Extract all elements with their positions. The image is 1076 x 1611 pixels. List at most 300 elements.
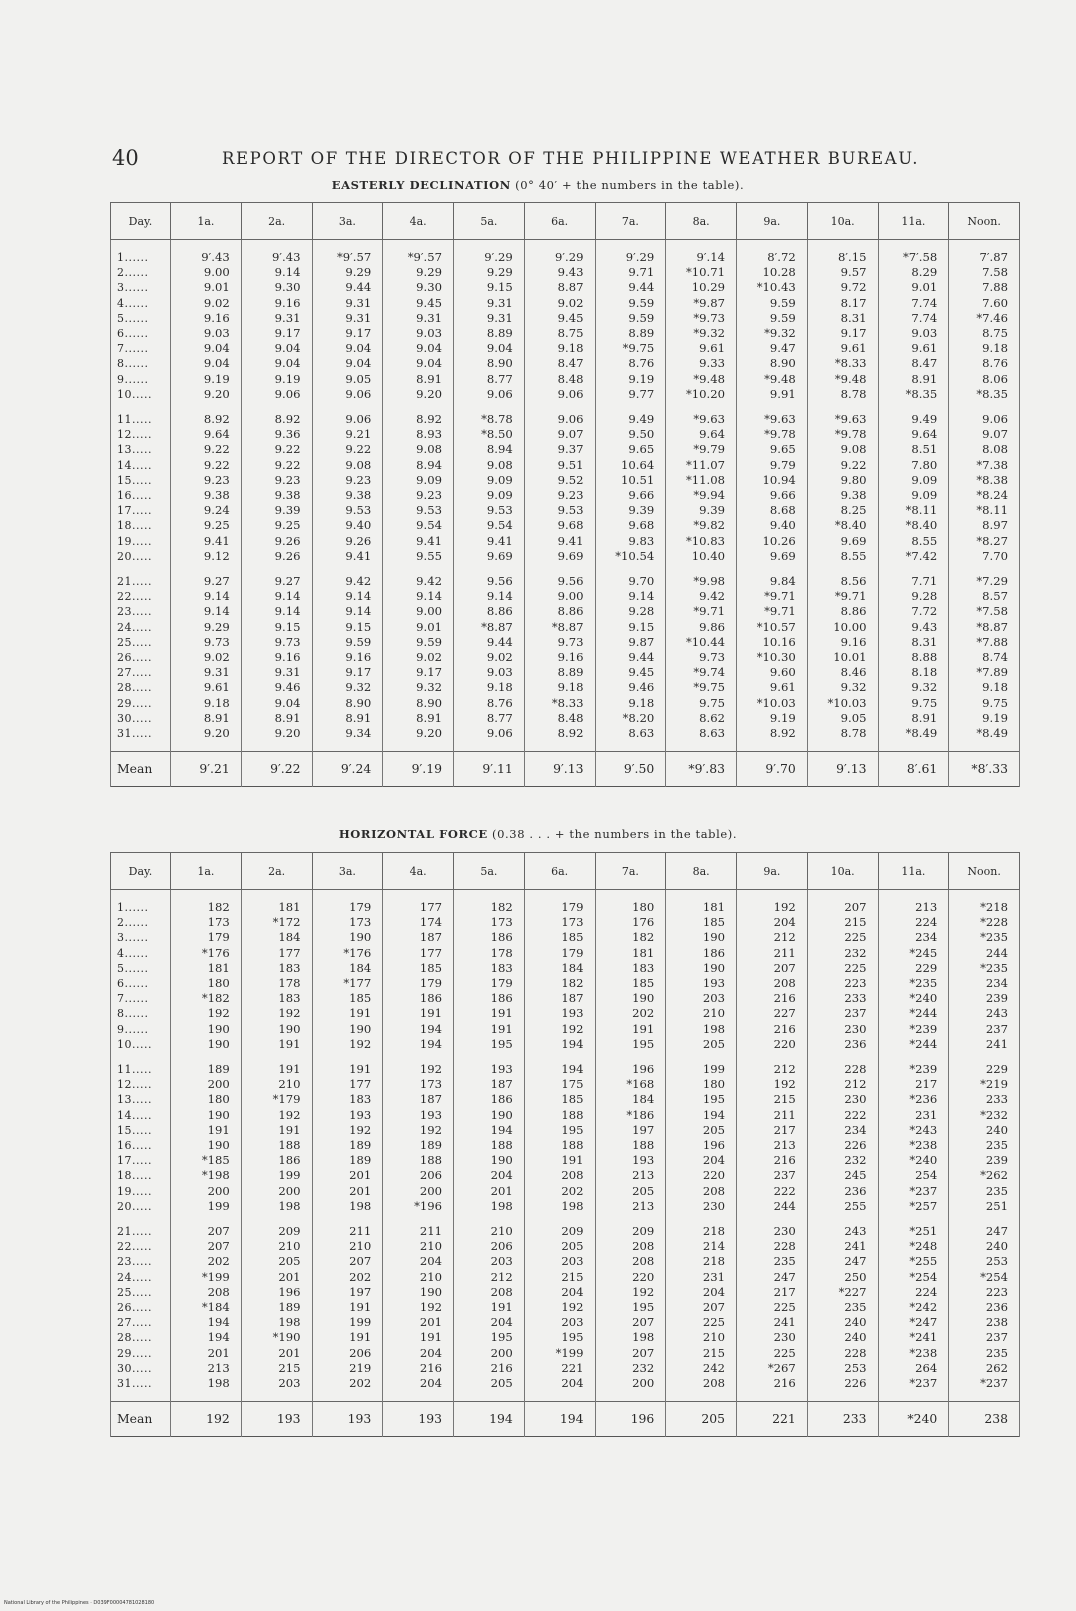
table-cell: 192 [737, 1077, 808, 1092]
table-cell: 9.16 [312, 650, 383, 665]
table-cell: 9.04 [312, 356, 383, 371]
table-row [111, 1376, 1020, 1402]
table-cell: 200 [454, 1346, 525, 1361]
table-cell: *9.63 [666, 402, 737, 427]
table-cell: *245 [878, 946, 949, 961]
table-cell: *9.48 [666, 372, 737, 387]
table-cell: 204 [454, 1315, 525, 1330]
table-cell: 9.22 [241, 442, 312, 457]
table-row [111, 265, 1020, 280]
table-cell: 9.15 [241, 620, 312, 635]
table-cell: *9.73 [666, 311, 737, 326]
table-cell: 8.78 [807, 726, 878, 752]
day-label: 25..... [111, 635, 171, 650]
table-cell: 9.46 [595, 680, 666, 695]
table-cell: 8.86 [807, 604, 878, 619]
table-cell: 9.14 [241, 604, 312, 619]
hour-column-header: 5a. [454, 203, 525, 240]
table-cell: *9.71 [737, 589, 808, 604]
table-cell: 243 [949, 1006, 1020, 1021]
table-cell: 9.64 [171, 427, 242, 442]
table-cell: 8.92 [241, 402, 312, 427]
table-cell: 185 [524, 1092, 595, 1107]
table-cell: *179 [241, 1092, 312, 1107]
table-cell: 8.94 [454, 442, 525, 457]
table-cell: 9.06 [312, 402, 383, 427]
table-cell: 193 [383, 1108, 454, 1123]
table-cell: 207 [666, 1300, 737, 1315]
day-label: 5...... [111, 961, 171, 976]
table-cell: 8.92 [524, 726, 595, 752]
table-cell: 9.18 [524, 341, 595, 356]
table-cell: 8.57 [949, 589, 1020, 604]
table-cell: 212 [737, 1052, 808, 1077]
table-cell: 189 [241, 1300, 312, 1315]
table-cell: *9.32 [737, 326, 808, 341]
table-cell: 237 [807, 1006, 878, 1021]
table-cell: *244 [878, 1037, 949, 1052]
table-cell: 173 [383, 1077, 454, 1092]
table-cell: 9.20 [241, 726, 312, 752]
table-cell: 190 [454, 1153, 525, 1168]
table-cell: 186 [383, 991, 454, 1006]
table-cell: 9.27 [171, 564, 242, 589]
table-cell: *8.78 [454, 402, 525, 427]
table-cell: *10.03 [737, 696, 808, 711]
table-cell: 241 [737, 1315, 808, 1330]
table-cell: 190 [171, 1037, 242, 1052]
day-label: 14..... [111, 458, 171, 473]
table-cell: 9′.14 [666, 240, 737, 266]
table-cell: 8.76 [595, 356, 666, 371]
table-cell: 173 [454, 915, 525, 930]
table-cell: 9.31 [171, 665, 242, 680]
table-cell: *182 [171, 991, 242, 1006]
table-cell: 204 [383, 1254, 454, 1269]
page-footer: National Library of the Philippines · D039F00004781028180 [4, 1600, 155, 1606]
table-cell: 9.36 [241, 427, 312, 442]
table-row [111, 503, 1020, 518]
hour-column-header: 2a. [241, 853, 312, 890]
table-cell: 9.53 [383, 503, 454, 518]
table-cell: 224 [878, 1285, 949, 1300]
table-cell: 203 [524, 1315, 595, 1330]
table-cell: *196 [383, 1199, 454, 1214]
table-cell: *7.89 [949, 665, 1020, 680]
table-cell: *185 [171, 1153, 242, 1168]
table-cell: *9.71 [737, 604, 808, 619]
table-cell: 8.48 [524, 372, 595, 387]
table-cell: 9.30 [241, 280, 312, 295]
table-row [111, 427, 1020, 442]
table-row [111, 1052, 1020, 1077]
day-label: 29..... [111, 696, 171, 711]
table-cell: 9.41 [312, 549, 383, 564]
day-label: 24..... [111, 1270, 171, 1285]
day-label: 23..... [111, 604, 171, 619]
table-cell: 9.50 [595, 427, 666, 442]
table-cell: 8.94 [383, 458, 454, 473]
table-row [111, 402, 1020, 427]
hour-column-header: 10a. [807, 853, 878, 890]
table-cell: 9.03 [454, 665, 525, 680]
table-cell: 9′.43 [171, 240, 242, 266]
table-cell: 8.91 [878, 711, 949, 726]
table-cell: 208 [524, 1168, 595, 1183]
table-cell: 203 [454, 1254, 525, 1269]
table-cell: 10.26 [737, 534, 808, 549]
table-cell: 191 [454, 1300, 525, 1315]
table-cell: 8.91 [383, 372, 454, 387]
table-cell: 195 [666, 1092, 737, 1107]
table-row [111, 549, 1020, 564]
table-cell: 9.17 [383, 665, 454, 680]
mean-label: Mean [111, 1402, 171, 1437]
table-cell: *8.35 [878, 387, 949, 402]
table-cell: 9.29 [312, 265, 383, 280]
table-cell: 186 [454, 991, 525, 1006]
table-cell: *9.32 [666, 326, 737, 341]
table-cell: 9.07 [524, 427, 595, 442]
table-cell: *239 [878, 1052, 949, 1077]
table-cell: 9.64 [666, 427, 737, 442]
table-cell: 203 [666, 991, 737, 1006]
mean-cell: 9′.21 [171, 752, 242, 787]
hour-column-header: 3a. [312, 203, 383, 240]
hour-column-header: 6a. [524, 853, 595, 890]
table-cell: 9.22 [312, 442, 383, 457]
table-cell: *8.87 [949, 620, 1020, 635]
table-cell: 9.08 [312, 458, 383, 473]
day-label: 8...... [111, 356, 171, 371]
table-cell: 191 [454, 1022, 525, 1037]
table-cell: 9.15 [312, 620, 383, 635]
mean-cell: 9′.24 [312, 752, 383, 787]
table-cell: 191 [383, 1006, 454, 1021]
table-cell: 9.37 [524, 442, 595, 457]
table-cell: 241 [949, 1037, 1020, 1052]
table-cell: 190 [241, 1022, 312, 1037]
table-cell: 9.69 [454, 549, 525, 564]
table-cell: 9.05 [807, 711, 878, 726]
hour-column-header: 1a. [171, 853, 242, 890]
table-cell: 9.31 [312, 311, 383, 326]
table-cell: 180 [171, 976, 242, 991]
table-cell: 8.47 [878, 356, 949, 371]
table-cell: 9.14 [454, 589, 525, 604]
table-cell: 9.56 [454, 564, 525, 589]
table-cell: *9.78 [807, 427, 878, 442]
table-cell: 184 [595, 1092, 666, 1107]
table-cell: 9.44 [454, 635, 525, 650]
table-cell: 179 [524, 946, 595, 961]
table-cell: 9.16 [241, 650, 312, 665]
table-cell: 9.15 [454, 280, 525, 295]
table-cell: 9.73 [171, 635, 242, 650]
table-cell: 205 [524, 1239, 595, 1254]
table-cell: 193 [454, 1052, 525, 1077]
table-cell: 9.32 [878, 680, 949, 695]
table-cell: 9.03 [383, 326, 454, 341]
table-cell: *257 [878, 1199, 949, 1214]
table-cell: 251 [949, 1199, 1020, 1214]
table-cell: 244 [737, 1199, 808, 1214]
table-cell: 215 [737, 1092, 808, 1107]
table-cell: 188 [595, 1138, 666, 1153]
table-cell: 186 [454, 1092, 525, 1107]
table-cell: 9.18 [454, 680, 525, 695]
table-cell: 9.54 [383, 518, 454, 533]
table-row [111, 1153, 1020, 1168]
table-cell: 219 [312, 1361, 383, 1376]
table-row [111, 946, 1020, 961]
table-cell: 213 [878, 890, 949, 916]
table-cell: 9.43 [524, 265, 595, 280]
table-cell: 195 [524, 1123, 595, 1138]
table-cell: 209 [241, 1214, 312, 1239]
table-cell: 202 [595, 1006, 666, 1021]
table-cell: 8.92 [737, 726, 808, 752]
table-cell: 205 [595, 1184, 666, 1199]
table-cell: 215 [807, 915, 878, 930]
table-cell: 9.00 [171, 265, 242, 280]
table-cell: 234 [949, 976, 1020, 991]
table-cell: 195 [595, 1037, 666, 1052]
declination-caption [0, 178, 1076, 192]
table-cell: 217 [737, 1285, 808, 1300]
table-cell: 9.75 [878, 696, 949, 711]
table-cell: 7′.87 [949, 240, 1020, 266]
table-cell: 9.26 [312, 534, 383, 549]
table-cell: 188 [524, 1138, 595, 1153]
table-cell: 217 [878, 1077, 949, 1092]
table-cell: 9.01 [383, 620, 454, 635]
hour-column-header: 3a. [312, 853, 383, 890]
table-cell: 234 [878, 930, 949, 945]
table-cell: 9.75 [949, 696, 1020, 711]
table-cell: 9.55 [383, 549, 454, 564]
table-cell: 9.27 [241, 564, 312, 589]
table-cell: 225 [666, 1315, 737, 1330]
table-cell: 9.38 [312, 488, 383, 503]
mean-cell: 9′.70 [737, 752, 808, 787]
table-cell: 9.91 [737, 387, 808, 402]
table-cell: *184 [171, 1300, 242, 1315]
day-label: 13..... [111, 1092, 171, 1107]
table-cell: 184 [241, 930, 312, 945]
table-cell: 206 [383, 1168, 454, 1183]
table-cell: 192 [383, 1123, 454, 1138]
table-cell: 9.15 [595, 620, 666, 635]
table-cell: 254 [878, 1168, 949, 1183]
table-cell: 253 [807, 1361, 878, 1376]
table-cell: 8.29 [878, 265, 949, 280]
table-cell: 9.34 [312, 726, 383, 752]
table-cell: 9.28 [595, 604, 666, 619]
mean-cell: 205 [666, 1402, 737, 1437]
table-cell: 234 [807, 1123, 878, 1138]
table-cell: 200 [171, 1184, 242, 1199]
table-row [111, 1022, 1020, 1037]
table-cell: 192 [524, 1022, 595, 1037]
table-cell: *9′.57 [383, 240, 454, 266]
table-cell: 8.55 [807, 549, 878, 564]
table-cell: 9.69 [807, 534, 878, 549]
table-cell: 8.56 [807, 564, 878, 589]
mean-cell: 9′.19 [383, 752, 454, 787]
table-cell: 9.00 [383, 604, 454, 619]
table-cell: 243 [807, 1214, 878, 1239]
day-label: 14..... [111, 1108, 171, 1123]
mean-cell: 9′.13 [807, 752, 878, 787]
table-cell: 193 [524, 1006, 595, 1021]
table-row [111, 635, 1020, 650]
table-cell: *8.35 [949, 387, 1020, 402]
table-row [111, 1006, 1020, 1021]
table-cell: 194 [383, 1037, 454, 1052]
table-cell: 198 [312, 1199, 383, 1214]
table-cell: 9.59 [383, 635, 454, 650]
table-cell: 230 [807, 1022, 878, 1037]
table-cell: 7.72 [878, 604, 949, 619]
table-cell: 210 [383, 1270, 454, 1285]
hour-column-header: 6a. [524, 203, 595, 240]
table-cell: *244 [878, 1006, 949, 1021]
table-cell: 9.20 [171, 387, 242, 402]
table-cell: 9.65 [737, 442, 808, 457]
table-cell: 198 [524, 1199, 595, 1214]
table-cell: *172 [241, 915, 312, 930]
table-cell: 9.69 [737, 549, 808, 564]
table-cell: 226 [807, 1376, 878, 1402]
table-cell: 188 [241, 1138, 312, 1153]
table-cell: 200 [171, 1077, 242, 1092]
table-cell: 192 [383, 1052, 454, 1077]
table-cell: 7.70 [949, 549, 1020, 564]
table-cell: *235 [878, 976, 949, 991]
table-cell: *9.48 [807, 372, 878, 387]
table-cell: 207 [737, 961, 808, 976]
hour-column-header: 1a. [171, 203, 242, 240]
table-cell: 8.89 [454, 326, 525, 341]
table-cell: 191 [241, 1037, 312, 1052]
table-cell: 185 [595, 976, 666, 991]
table-cell: 198 [241, 1199, 312, 1214]
table-row [111, 991, 1020, 1006]
running-head: REPORT OF THE DIRECTOR OF THE PHILIPPINE WEATHER BUREAU. [222, 149, 920, 168]
table-cell: 8.87 [524, 280, 595, 295]
table-cell: 213 [737, 1138, 808, 1153]
table-row [111, 1037, 1020, 1052]
table-cell: 201 [312, 1184, 383, 1199]
table-cell: 8.63 [595, 726, 666, 752]
table-cell: 247 [949, 1214, 1020, 1239]
table-cell: 207 [595, 1315, 666, 1330]
table-cell: 200 [595, 1376, 666, 1402]
table-cell: 250 [807, 1270, 878, 1285]
table-cell: 184 [312, 961, 383, 976]
table-cell: 9.44 [595, 650, 666, 665]
table-cell: 189 [383, 1138, 454, 1153]
day-label: 12..... [111, 427, 171, 442]
table-cell: *9.94 [666, 488, 737, 503]
table-cell: 179 [524, 890, 595, 916]
table-row [111, 387, 1020, 402]
table-cell: *177 [312, 976, 383, 991]
table-cell: 191 [312, 1006, 383, 1021]
table-cell: 9.04 [241, 341, 312, 356]
table-cell: 200 [241, 1184, 312, 1199]
table-cell: 9.59 [312, 635, 383, 650]
table-cell: 9.52 [524, 473, 595, 488]
table-cell: *10.71 [666, 265, 737, 280]
table-row [111, 915, 1020, 930]
table-cell: 188 [524, 1108, 595, 1123]
table-cell: 222 [737, 1184, 808, 1199]
table-cell: 9.68 [595, 518, 666, 533]
table-cell: 199 [666, 1052, 737, 1077]
hour-column-header: 4a. [383, 203, 454, 240]
day-label: 26..... [111, 1300, 171, 1315]
table-cell: 9.86 [666, 620, 737, 635]
table-cell: 9.79 [737, 458, 808, 473]
table-cell: 206 [312, 1346, 383, 1361]
table-cell: 9.04 [171, 341, 242, 356]
table-cell: 213 [171, 1361, 242, 1376]
table-cell: *10.03 [807, 696, 878, 711]
table-cell: *218 [949, 890, 1020, 916]
table-cell: *190 [241, 1330, 312, 1345]
table-cell: 9.06 [524, 387, 595, 402]
table-cell: 9.04 [171, 356, 242, 371]
table-cell: *241 [878, 1330, 949, 1345]
table-row [111, 1123, 1020, 1138]
table-cell: 9.17 [312, 665, 383, 680]
day-label: 20..... [111, 549, 171, 564]
table-row [111, 1330, 1020, 1345]
table-cell: 218 [666, 1214, 737, 1239]
table-cell: 225 [737, 1300, 808, 1315]
table-row [111, 890, 1020, 916]
declination-header-row [111, 203, 1020, 240]
table-cell: 9.41 [524, 534, 595, 549]
table-row [111, 1108, 1020, 1123]
table-cell: 9.19 [949, 711, 1020, 726]
table-cell: 208 [595, 1254, 666, 1269]
table-cell: 8.74 [949, 650, 1020, 665]
day-label: 27..... [111, 665, 171, 680]
table-cell: 9.31 [454, 311, 525, 326]
table-cell: *236 [878, 1092, 949, 1107]
table-cell: 204 [454, 1168, 525, 1183]
table-row [111, 1199, 1020, 1214]
table-cell: 204 [524, 1376, 595, 1402]
table-cell: 173 [312, 915, 383, 930]
table-cell: 9.18 [171, 696, 242, 711]
table-cell: 9.12 [171, 549, 242, 564]
table-cell: 223 [807, 976, 878, 991]
table-cell: 9.61 [737, 680, 808, 695]
table-cell: 237 [737, 1168, 808, 1183]
table-cell: 8.76 [454, 696, 525, 711]
table-cell: 192 [595, 1285, 666, 1300]
table-row [111, 356, 1020, 371]
table-cell: 211 [737, 946, 808, 961]
table-cell: 216 [737, 1022, 808, 1037]
table-cell: 9.72 [807, 280, 878, 295]
table-row [111, 961, 1020, 976]
table-cell: 8.92 [171, 402, 242, 427]
